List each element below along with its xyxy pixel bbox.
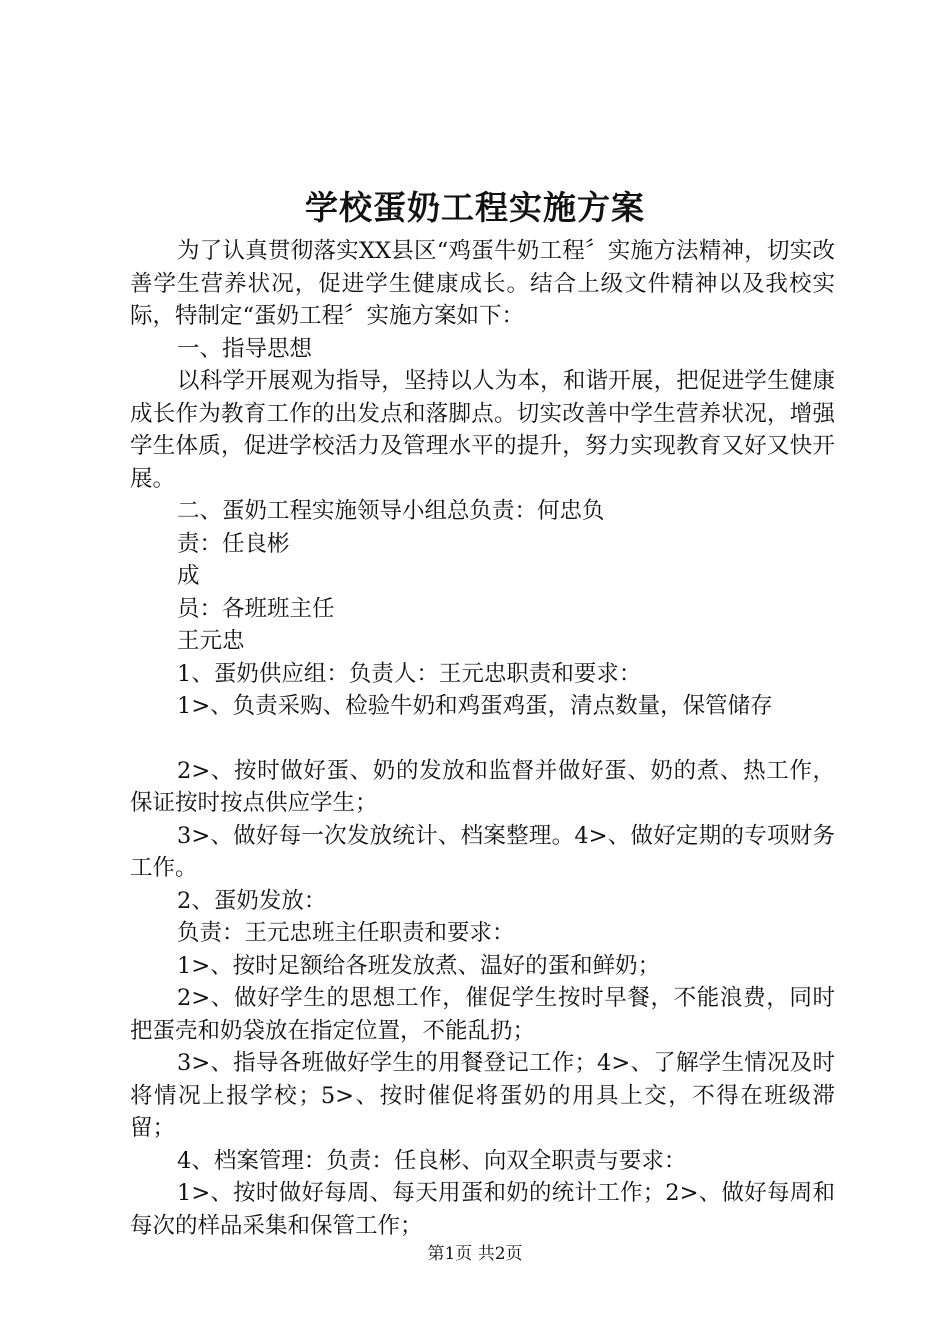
supply-item-2: 2>、按时做好蛋、奶的发放和监督并做好蛋、奶的煮、热工作，保证按时按点供应学生； xyxy=(130,757,835,816)
distribution-item-1: 1>、按时足额给各班发放煮、温好的蛋和鲜奶； xyxy=(177,952,661,979)
leadership-line-name: 王元忠 xyxy=(177,628,245,654)
distribution-item-3-5: 3>、指导各班做好学生的用餐登记工作；4>、了解学生情况及时将情况上报学校；5>、按时催促将蛋奶的用具上交，不得在班级滞留； xyxy=(130,1050,835,1141)
leadership-line-responsible: 责：任良彬 xyxy=(177,530,290,557)
document-body xyxy=(130,235,835,1242)
document-title: 学校蛋奶工程实施方案 xyxy=(305,188,645,227)
distribution-responsible: 负责：王元忠班主任职责和要求： xyxy=(177,920,515,946)
guiding-idea-paragraph: 以科学开展观为指导，坚持以人为本，和谐开展，把促进学生健康成长作为教育工作的出发点和落脚点。切实改善中学生营养状况，增强学生体质，促进学校活力及管理水平的提升，努力实现教育又好又快开展。 xyxy=(130,368,835,492)
intro-paragraph: 为了认真贯彻落实XX县区“鸡蛋牛奶工程〞实施方法精神，切实改善学生营养状况，促进学生健康成长。结合上级文件精神以及我校实际，特制定“蛋奶工程〞实施方案如下： xyxy=(130,238,835,329)
blank-line xyxy=(130,723,835,755)
leadership-line-member-prefix: 成 xyxy=(177,563,200,589)
archive-item-1-2: 1>、按时做好每周、每天用蛋和奶的统计工作；2>、做好每周和每次的样品采集和保管工作； xyxy=(130,1180,835,1239)
supply-group-heading: 1、蛋奶供应组：负责人：王元忠职责和要求： xyxy=(177,660,642,687)
distribution-heading: 2、蛋奶发放： xyxy=(177,887,327,914)
section-heading-guiding-idea: 一、指导思想 xyxy=(177,335,313,362)
supply-item-3-4: 3>、做好每一次发放统计、档案整理。4>、做好定期的专项财务工作。 xyxy=(130,822,835,881)
leadership-line-members: 员：各班班主任 xyxy=(177,595,335,622)
page-number-footer: 第1页 共2页 xyxy=(427,1244,523,1264)
supply-item-1: 1>、负责采购、检验牛奶和鸡蛋鸡蛋，清点数量，保管储存 xyxy=(177,693,773,719)
distribution-item-2: 2>、做好学生的思想工作，催促学生按时早餐，不能浪费，同时把蛋壳和奶袋放在指定位置，不能乱扔； xyxy=(130,985,835,1044)
archive-heading: 4、档案管理：负责：任良彬、向双全职责与要求： xyxy=(177,1147,687,1174)
section-heading-leadership-group: 二、蛋奶工程实施领导小组总负责：何忠负 xyxy=(177,498,605,524)
